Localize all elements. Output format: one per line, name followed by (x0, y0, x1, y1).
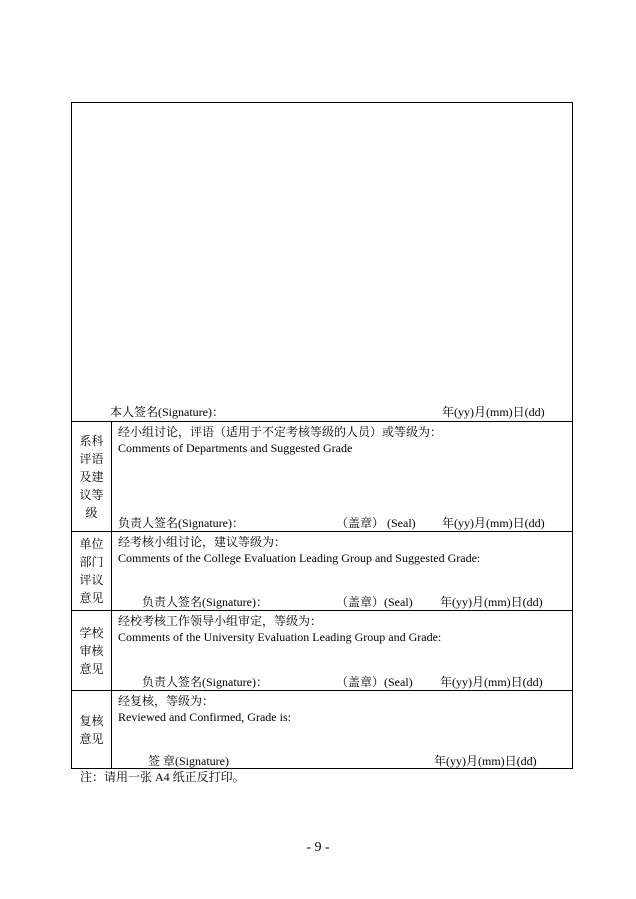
college-instruction: 经考核小组讨论，建议等级为： (118, 535, 287, 549)
university-seal-label: （盖章）(Seal) (336, 675, 413, 689)
university-signature-label: 负责人签名(Signature)： (142, 675, 268, 689)
review-date-label: 年(yy)月(mm)日(dd) (434, 754, 537, 768)
review-row (72, 690, 572, 768)
review-row-label: 复核意见 (72, 691, 112, 768)
college-seal-label: （盖章）(Seal) (336, 595, 413, 609)
review-instruction: 经复核，等级为： (118, 694, 215, 708)
print-note: 注：请用一张 A4 纸正反打印。 (80, 770, 245, 784)
university-instruction-en: Comments of the University Evaluation Leading Group and Grade: (118, 630, 442, 644)
college-evaluation-row (72, 531, 572, 610)
page-number: - 9 - (306, 840, 330, 855)
personal-date-label: 年(yy)月(mm)日(dd) (442, 405, 545, 419)
college-date-label: 年(yy)月(mm)日(dd) (440, 595, 543, 609)
department-comments-row (72, 421, 572, 531)
personal-statement-row (72, 103, 572, 421)
university-instruction: 经校考核工作领导小组审定，等级为： (118, 614, 323, 628)
department-signature-label: 负责人签名(Signature)： (118, 516, 244, 530)
department-seal-label: （盖章） (Seal) (336, 516, 416, 530)
department-date-label: 年(yy)月(mm)日(dd) (442, 516, 545, 530)
review-instruction-en: Reviewed and Confirmed, Grade is: (118, 710, 291, 724)
personal-signature-label: 本人签名(Signature)： (110, 405, 224, 419)
college-instruction-en: Comments of the College Evaluation Leading Group and Suggested Grade: (118, 551, 481, 565)
department-row-label: 系科评语及建议等级 (72, 422, 112, 531)
department-instruction: 经小组讨论，评语（适用于不定考核等级的人员）或等级为： (118, 425, 443, 439)
evaluation-form-table (71, 102, 573, 769)
college-row-label: 单位部门评议意见 (72, 532, 112, 610)
university-row-label: 学校审核意见 (72, 611, 112, 690)
review-signature-label: 签 章(Signature) (148, 754, 229, 768)
university-date-label: 年(yy)月(mm)日(dd) (440, 675, 543, 689)
department-instruction-en: Comments of Departments and Suggested Grade (118, 441, 353, 455)
college-signature-label: 负责人签名(Signature)： (142, 595, 268, 609)
university-evaluation-row (72, 610, 572, 690)
